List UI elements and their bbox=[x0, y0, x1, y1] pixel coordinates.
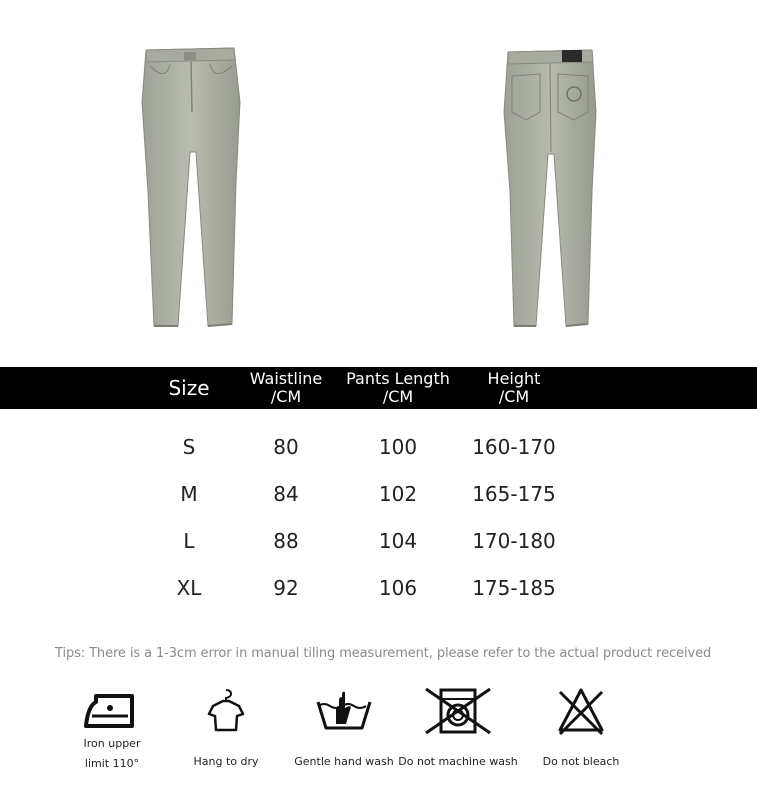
care-no-machine bbox=[398, 686, 518, 772]
care-iron bbox=[72, 686, 152, 774]
jeans-front-image bbox=[136, 42, 246, 332]
care-no-bleach-label: Do not bleach bbox=[542, 755, 620, 768]
care-hand-wash-label: Gentle hand wash bbox=[294, 755, 394, 768]
care-hang bbox=[186, 686, 266, 772]
header-pants-length bbox=[338, 370, 458, 406]
size-chart-header bbox=[0, 367, 757, 409]
table-row bbox=[0, 432, 757, 462]
cell-pants-length: 104 bbox=[378, 529, 418, 553]
header-height-label: Height bbox=[487, 369, 541, 388]
header-size: Size bbox=[168, 376, 210, 400]
table-row bbox=[0, 573, 757, 603]
header-waistline-label: Waistline bbox=[249, 369, 323, 388]
cell-height: 160-170 bbox=[472, 435, 556, 459]
iron-icon bbox=[82, 686, 142, 734]
jeans-back-image bbox=[500, 42, 600, 332]
header-height-unit: /CM bbox=[498, 387, 530, 406]
cell-pants-length: 102 bbox=[378, 482, 418, 506]
table-row bbox=[0, 526, 757, 556]
care-no-machine-label: Do not machine wash bbox=[398, 755, 518, 768]
cell-size: L bbox=[183, 529, 195, 553]
cell-waistline: 92 bbox=[273, 576, 299, 600]
no-machine-wash-icon bbox=[423, 686, 493, 736]
cell-height: 170-180 bbox=[472, 529, 556, 553]
cell-height: 165-175 bbox=[472, 482, 556, 506]
header-height bbox=[454, 370, 574, 406]
cell-waistline: 80 bbox=[273, 435, 299, 459]
care-hand-wash bbox=[292, 686, 396, 772]
care-no-bleach bbox=[534, 686, 628, 772]
cell-size: XL bbox=[176, 576, 202, 600]
care-iron-label-1: Iron upper bbox=[83, 737, 141, 750]
hang-dry-icon bbox=[201, 686, 251, 734]
cell-pants-length: 100 bbox=[378, 435, 418, 459]
care-hang-label: Hang to dry bbox=[193, 755, 259, 768]
cell-height: 175-185 bbox=[472, 576, 556, 600]
header-waistline bbox=[236, 370, 336, 406]
cell-waistline: 84 bbox=[273, 482, 299, 506]
hand-wash-icon bbox=[314, 686, 374, 734]
care-iron-label-2: limit 110° bbox=[84, 757, 140, 770]
no-bleach-icon bbox=[556, 686, 606, 736]
cell-waistline: 88 bbox=[273, 529, 299, 553]
header-pants-length-unit: /CM bbox=[382, 387, 414, 406]
header-pants-length-label: Pants Length bbox=[346, 369, 450, 388]
cell-pants-length: 106 bbox=[378, 576, 418, 600]
header-waistline-unit: /CM bbox=[270, 387, 302, 406]
measurement-tips: Tips: There is a 1-3cm error in manual tiling measurement, please refer to the actual product received bbox=[55, 646, 712, 661]
cell-size: S bbox=[182, 435, 196, 459]
table-row bbox=[0, 479, 757, 509]
cell-size: M bbox=[180, 482, 198, 506]
